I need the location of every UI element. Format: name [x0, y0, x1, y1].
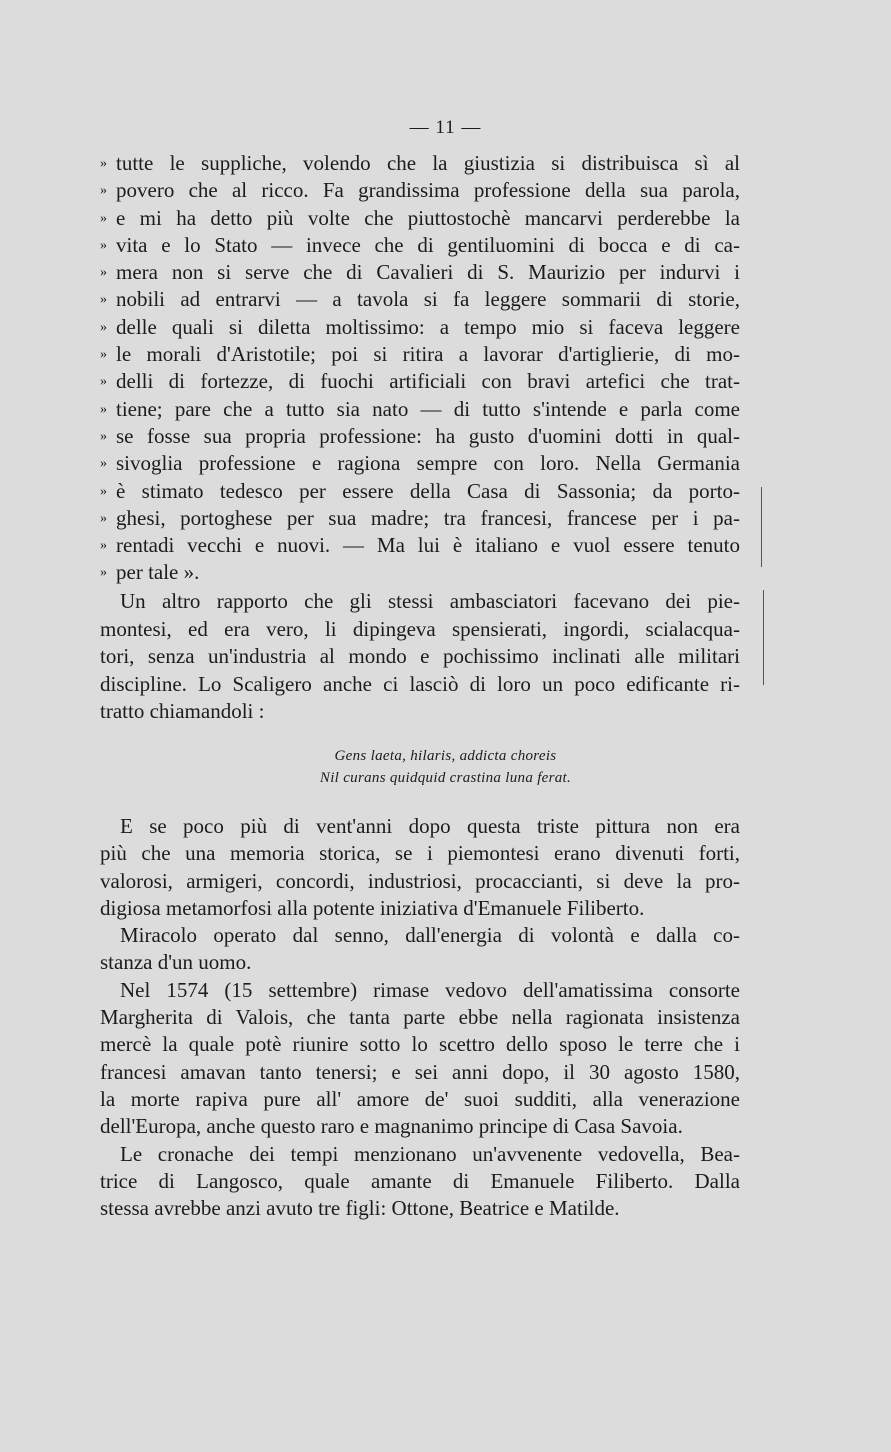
text-line: stessa avrebbe anzi avuto tre figli: Ottone, Beatrice e Matilde.: [100, 1196, 620, 1221]
text-line: francesi amavan tanto tenersi; e sei anni dopo, il 30 agosto 1580,: [100, 1059, 740, 1084]
text-line: tratto chiamandoli :: [100, 699, 265, 723]
paragraph-ambassadors: [100, 588, 740, 726]
margin-line-mark: [761, 487, 762, 567]
quote-line: » vita e lo Stato — invece che di gentiluomini di bocca e di ca-: [100, 232, 740, 259]
quote-line: » tiene; pare che a tutto sia nato — di tutto s'intende e parla come: [100, 396, 740, 423]
quote-line: » delli di fortezze, di fuochi artificiali con bravi artefici che trat-: [100, 368, 740, 395]
quoted-report: [100, 150, 740, 587]
quote-line: » se fosse sua propria professione: ha gusto d'uomini dotti in qual-: [100, 423, 740, 450]
text-line: tori, senza un'industria al mondo e pochissimo inclinati alle militari: [100, 644, 740, 668]
text-line: più che una memoria storica, se i piemontesi erano divenuti forti,: [100, 841, 740, 866]
text-line: Margherita di Valois, che tanta parte ebbe nella ragionata insistenza: [100, 1005, 740, 1030]
page-number: — 11 —: [409, 117, 482, 138]
quote-marker: »: [100, 347, 107, 363]
latin-verse: [0, 745, 891, 789]
quote-marker: »: [100, 156, 107, 171]
text-line: Un altro rapporto che gli stessi ambasciatori facevano dei pie-: [120, 589, 740, 613]
text-line: montesi, ed era vero, li dipingeva spensierati, ingordi, scialacqua-: [100, 616, 740, 641]
quote-marker: »: [100, 538, 107, 554]
quote-line: » le morali d'Aristotile; poi si ritira a lavorar d'artiglierie, di mo-: [100, 341, 740, 368]
verse-line: Nil curans quidquid crastina luna ferat.: [319, 770, 572, 786]
margin-line-mark: [763, 590, 764, 685]
text-line: dell'Europa, anche questo raro e magnanimo principe di Casa Savoia.: [100, 1114, 683, 1139]
text-line: trice di Langosco, quale amante di Emanuele Filiberto. Dalla: [100, 1168, 740, 1193]
text-line: digiosa metamorfosi alla potente iniziativa d'Emanuele Filiberto.: [100, 895, 645, 920]
quote-line: » è stimato tedesco per essere della Casa di Sassonia; da porto-: [100, 478, 740, 505]
quote-marker: »: [100, 428, 107, 444]
quote-line: » e mi ha detto più volte che piuttostochè mancarvi perderebbe la: [100, 205, 740, 232]
quote-line: » tutte le suppliche, volendo che la giustizia si distribuisca sì al: [100, 150, 740, 177]
quote-marker: »: [100, 237, 107, 253]
text-line: discipline. Lo Scaligero anche ci lasciò di loro un poco edificante ri-: [100, 671, 740, 696]
quote-marker: »: [100, 510, 107, 526]
quote-marker: »: [100, 183, 107, 199]
quote-marker: »: [100, 483, 107, 499]
quote-marker: »: [100, 401, 107, 417]
quote-marker: »: [100, 292, 107, 308]
quote-line: » sivoglia professione e ragiona sempre con loro. Nella Germania: [100, 450, 740, 477]
text-line: valorosi, armigeri, concordi, industriosi, procaccianti, si deve la pro-: [100, 868, 740, 893]
text-line: stanza d'un uomo.: [100, 950, 252, 975]
quote-marker: »: [100, 319, 107, 335]
text-line: mercè la quale potè riunire sotto lo scettro dello sposo le terre che i: [100, 1032, 740, 1057]
main-text: [100, 813, 740, 1222]
quote-marker: »: [100, 265, 107, 281]
quote-line: » nobili ad entrarvi — a tavola si fa leggere sommarii di storie,: [100, 286, 740, 313]
quote-marker: »: [100, 210, 107, 226]
verse-line: Gens laeta, hilaris, addicta choreis: [334, 748, 557, 764]
quote-line: » povero che al ricco. Fa grandissima professione della sua parola,: [100, 177, 740, 204]
quote-line: » rentadi vecchi e nuovi. — Ma lui è italiano e vuol essere tenuto: [100, 532, 740, 559]
quote-line: » per tale ».: [100, 559, 740, 586]
quote-line: » ghesi, portoghese per sua madre; tra francesi, francese per i pa-: [100, 505, 740, 532]
text-line: Miracolo operato dal senno, dall'energia di volontà e dalla co-: [120, 923, 740, 948]
text-line: Nel 1574 (15 settembre) rimase vedovo dell'amatissima consorte: [120, 977, 740, 1002]
quote-marker: »: [100, 456, 107, 472]
text-line: Le cronache dei tempi menzionano un'avvenente vedovella, Bea-: [120, 1141, 740, 1166]
quote-marker: »: [100, 374, 107, 390]
quote-marker: »: [100, 565, 107, 581]
text-line: la morte rapiva pure all' amore de' suoi sudditi, alla venerazione: [100, 1086, 740, 1111]
quote-line: » delle quali si diletta moltissimo: a tempo mio si faceva leggere: [100, 314, 740, 341]
quote-line: » mera non si serve che di Cavalieri di S. Maurizio per indurvi i: [100, 259, 740, 286]
text-line: E se poco più di vent'anni dopo questa triste pittura non era: [120, 814, 740, 838]
